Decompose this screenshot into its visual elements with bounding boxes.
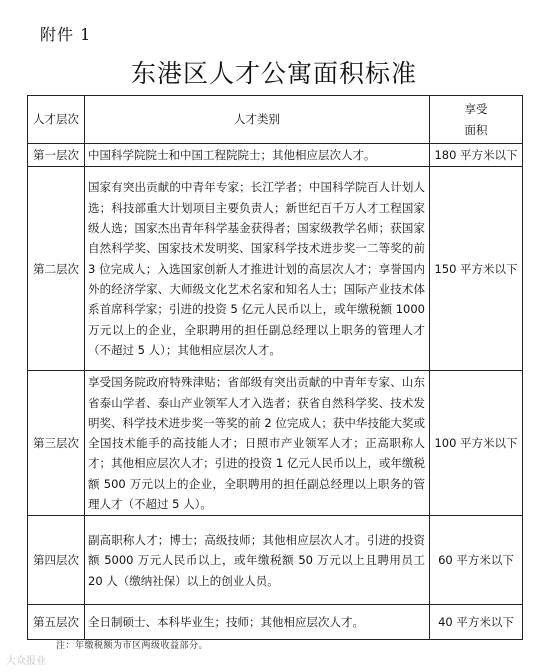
row-category: 中国科学院院士和中国工程院院士；其他相应层次人才。 xyxy=(85,144,430,167)
row-category: 全日制硕士、本科毕业生；技师；其他相应层次人才。 xyxy=(85,605,430,640)
row-level: 第三层次 xyxy=(28,371,85,516)
row-category: 国家有突出贡献的中青年专家；长江学者；中国科学院百人计划人选；科技部重大计划项目主要负责人；新世纪百千万人才工程国家级人选；国家杰出青年科学基金获得者；国家级教学名师；获国家自然科学奖、国家技术发明奖、国家科学技术进步奖一二等奖的前 3 位完成人；入选国家创新人才推进计划的高层次人才；享誉国内外的经济学家、大师级文化艺术名家和知名人士；国际产业技术体系首席科学家；引进的投资 5 亿元人民币以上，或年缴税额 1000 万元以上的企业，全职聘用的担任副总经理以上职务的管理人才（不超过 5 人）；其他相应层次人才。 xyxy=(85,167,430,371)
row-level: 第一层次 xyxy=(28,144,85,167)
header-area xyxy=(430,96,523,144)
table-row xyxy=(28,605,523,640)
annex-label: 附件 1 xyxy=(40,25,92,44)
row-area: 40 平方米以下 xyxy=(430,605,523,640)
row-level: 第二层次 xyxy=(28,167,85,371)
row-area: 100 平方米以下 xyxy=(430,371,523,516)
standards-table xyxy=(27,95,523,640)
header-category: 人才类别 xyxy=(85,96,430,144)
header-area-line2: 面积 xyxy=(464,122,488,137)
table-row xyxy=(28,371,523,516)
table-row xyxy=(28,516,523,605)
row-level: 第四层次 xyxy=(28,516,85,605)
header-level: 人才层次 xyxy=(28,96,85,144)
footnote: 注：年缴税额为市区两级收益部分。 xyxy=(56,641,209,651)
watermark: 大众报业 xyxy=(6,656,46,667)
header-area-line1: 享受 xyxy=(464,102,488,117)
row-level: 第五层次 xyxy=(28,605,85,640)
row-area: 150 平方米以下 xyxy=(430,167,523,371)
row-area: 180 平方米以下 xyxy=(430,144,523,167)
page-title: 东港区人才公寓面积标准 xyxy=(130,59,417,88)
row-area: 60 平方米以下 xyxy=(430,516,523,605)
table-row xyxy=(28,144,523,167)
table-header-row xyxy=(28,96,523,144)
table-row xyxy=(28,167,523,371)
row-category: 享受国务院政府特殊津贴；省部级有突出贡献的中青年专家、山东省泰山学者、泰山产业领军人才入选者；获省自然科学奖、技术发明奖、科学技术进步奖一等奖的前 2 位完成人；获中华技能大奖或全国技术能手的高技能人才；日照市产业领军人才；正高职称人才；其他相应层次人才；引进的投资 1 亿元人民币以上，或年缴税额 500 万元以上的企业，全职聘用的担任副总经理以上职务的管理人才（不超过 5 人）。 xyxy=(85,371,430,516)
row-category: 副高职称人才；博士；高级技师；其他相应层次人才。引进的投资额 5000 万元人民币以上，或年缴税额 50 万元以上且聘用员工 20 人（缴纳社保）以上的创业人员。 xyxy=(85,516,430,605)
